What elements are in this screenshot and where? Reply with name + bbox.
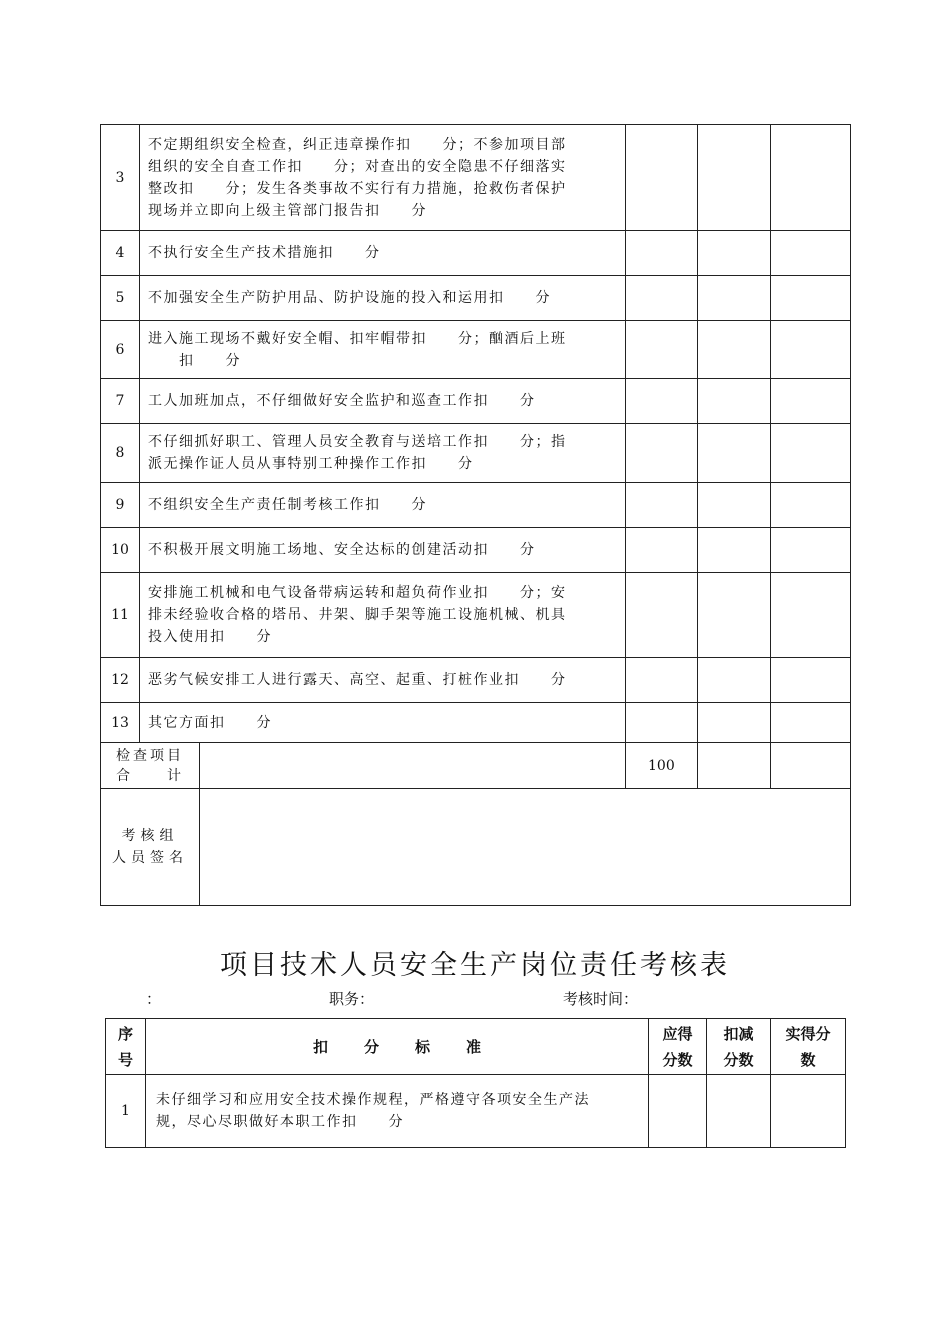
row-number: 7 — [101, 379, 140, 424]
table-row — [106, 1075, 846, 1148]
deducted-score-cell[interactable] — [698, 379, 771, 424]
deduction-criteria: 恶劣气候安排工人进行露天、高空、起重、打桩作业扣 分 — [140, 658, 626, 703]
total-blank-cell — [200, 743, 626, 789]
form-title: 项目技术人员安全生产岗位责任考核表 — [220, 950, 730, 981]
technical-staff-assessment-table — [105, 1018, 846, 1148]
deducted-score-cell[interactable] — [698, 573, 771, 658]
row-number: 13 — [101, 703, 140, 743]
due-score-cell[interactable] — [626, 125, 698, 231]
table-row — [101, 379, 851, 424]
assessment-time-label: 考核时间： — [563, 990, 639, 1008]
due-score-cell[interactable] — [626, 321, 698, 379]
actual-score-cell[interactable] — [771, 231, 851, 276]
deduction-criteria: 不仔细抓好职工、管理人员安全教育与送培工作扣 分；指 派无操作证人员从事特别工种操作工作扣 分 — [140, 424, 626, 483]
actual-score-cell[interactable] — [771, 379, 851, 424]
due-score-cell[interactable] — [626, 658, 698, 703]
table-row — [101, 125, 851, 231]
deducted-score-cell[interactable] — [698, 276, 771, 321]
signature-label: 考核组 人员签名 — [101, 789, 200, 906]
table-row — [101, 321, 851, 379]
table-row — [101, 424, 851, 483]
actual-score-cell[interactable] — [771, 424, 851, 483]
row-number: 6 — [101, 321, 140, 379]
deduction-criteria: 安排施工机械和电气设备带病运转和超负荷作业扣 分；安 排未经验收合格的塔吊、井架、脚手架等施工设施机械、机具 投入使用扣 分 — [140, 573, 626, 658]
actual-score-cell[interactable] — [771, 573, 851, 658]
table-row — [101, 231, 851, 276]
deduction-criteria: 不定期组织安全检查，纠正违章操作扣 分；不参加项目部 组织的安全自查工作扣 分；对查出的安全隐患不仔细落实 整改扣 分；发生各类事故不实行有力措施，抢救伤者保护 现场并立即向上级主管部门报告扣 分 — [140, 125, 626, 231]
due-score-cell[interactable] — [626, 703, 698, 743]
due-score-cell[interactable] — [626, 528, 698, 573]
deduction-criteria: 进入施工现场不戴好安全帽、扣牢帽带扣 分；酗酒后上班 扣 分 — [140, 321, 626, 379]
actual-score-cell[interactable] — [771, 528, 851, 573]
row-number: 8 — [101, 424, 140, 483]
table-header-row — [106, 1019, 846, 1075]
deduction-criteria: 工人加班加点，不仔细做好安全监护和巡查工作扣 分 — [140, 379, 626, 424]
row-number: 11 — [101, 573, 140, 658]
deduction-criteria: 不执行安全生产技术措施扣 分 — [140, 231, 626, 276]
total-deducted-cell[interactable] — [698, 743, 771, 789]
table-row — [101, 658, 851, 703]
deducted-score-cell[interactable] — [698, 703, 771, 743]
due-score-cell[interactable] — [626, 573, 698, 658]
row-number: 10 — [101, 528, 140, 573]
deduction-criteria: 其它方面扣 分 — [140, 703, 626, 743]
deduction-criteria: 不积极开展文明施工场地、安全达标的创建活动扣 分 — [140, 528, 626, 573]
actual-score-cell[interactable] — [771, 483, 851, 528]
row-number: 4 — [101, 231, 140, 276]
due-score-cell[interactable] — [626, 231, 698, 276]
deducted-score-cell[interactable] — [698, 483, 771, 528]
deducted-score-cell[interactable] — [698, 658, 771, 703]
deducted-score-cell[interactable] — [707, 1075, 771, 1148]
actual-score-cell[interactable] — [771, 321, 851, 379]
total-row — [101, 743, 851, 789]
row-number: 3 — [101, 125, 140, 231]
assessment-table-continued — [100, 124, 851, 906]
table-row — [101, 276, 851, 321]
actual-score-cell[interactable] — [771, 1075, 846, 1148]
actual-score-cell[interactable] — [771, 276, 851, 321]
deduction-criteria: 未仔细学习和应用安全技术操作规程，严格遵守各项安全生产法 规，尽心尽职做好本职工作扣 分 — [146, 1075, 649, 1148]
position-field-label: 职务： — [329, 990, 375, 1008]
total-label: 检查项目 合 计 — [101, 743, 200, 789]
row-number: 9 — [101, 483, 140, 528]
due-score-cell[interactable] — [626, 276, 698, 321]
deduction-criteria: 不组织安全生产责任制考核工作扣 分 — [140, 483, 626, 528]
signature-field[interactable] — [200, 789, 851, 906]
due-score-cell[interactable] — [626, 424, 698, 483]
actual-score-cell[interactable] — [771, 658, 851, 703]
header-deduction-standard: 扣分标准 — [146, 1019, 649, 1075]
actual-score-cell[interactable] — [771, 125, 851, 231]
due-score-cell[interactable] — [649, 1075, 707, 1148]
row-number: 5 — [101, 276, 140, 321]
total-actual-cell[interactable] — [771, 743, 851, 789]
deduction-criteria: 不加强安全生产防护用品、防护设施的投入和运用扣 分 — [140, 276, 626, 321]
row-number: 1 — [106, 1075, 146, 1148]
total-due-score: 100 — [626, 743, 698, 789]
actual-score-cell[interactable] — [771, 703, 851, 743]
name-field-label: ： — [146, 990, 162, 1008]
deducted-score-cell[interactable] — [698, 528, 771, 573]
row-number: 12 — [101, 658, 140, 703]
header-actual-score: 实得分 数 — [771, 1019, 846, 1075]
header-seq: 序 号 — [106, 1019, 146, 1075]
table-row — [101, 573, 851, 658]
header-due-score: 应得 分数 — [649, 1019, 707, 1075]
deducted-score-cell[interactable] — [698, 321, 771, 379]
due-score-cell[interactable] — [626, 483, 698, 528]
due-score-cell[interactable] — [626, 379, 698, 424]
deducted-score-cell[interactable] — [698, 125, 771, 231]
deducted-score-cell[interactable] — [698, 231, 771, 276]
table-row — [101, 528, 851, 573]
header-deducted-score: 扣减 分数 — [707, 1019, 771, 1075]
deducted-score-cell[interactable] — [698, 424, 771, 483]
table-row — [101, 483, 851, 528]
signature-row — [101, 789, 851, 906]
table-row — [101, 703, 851, 743]
